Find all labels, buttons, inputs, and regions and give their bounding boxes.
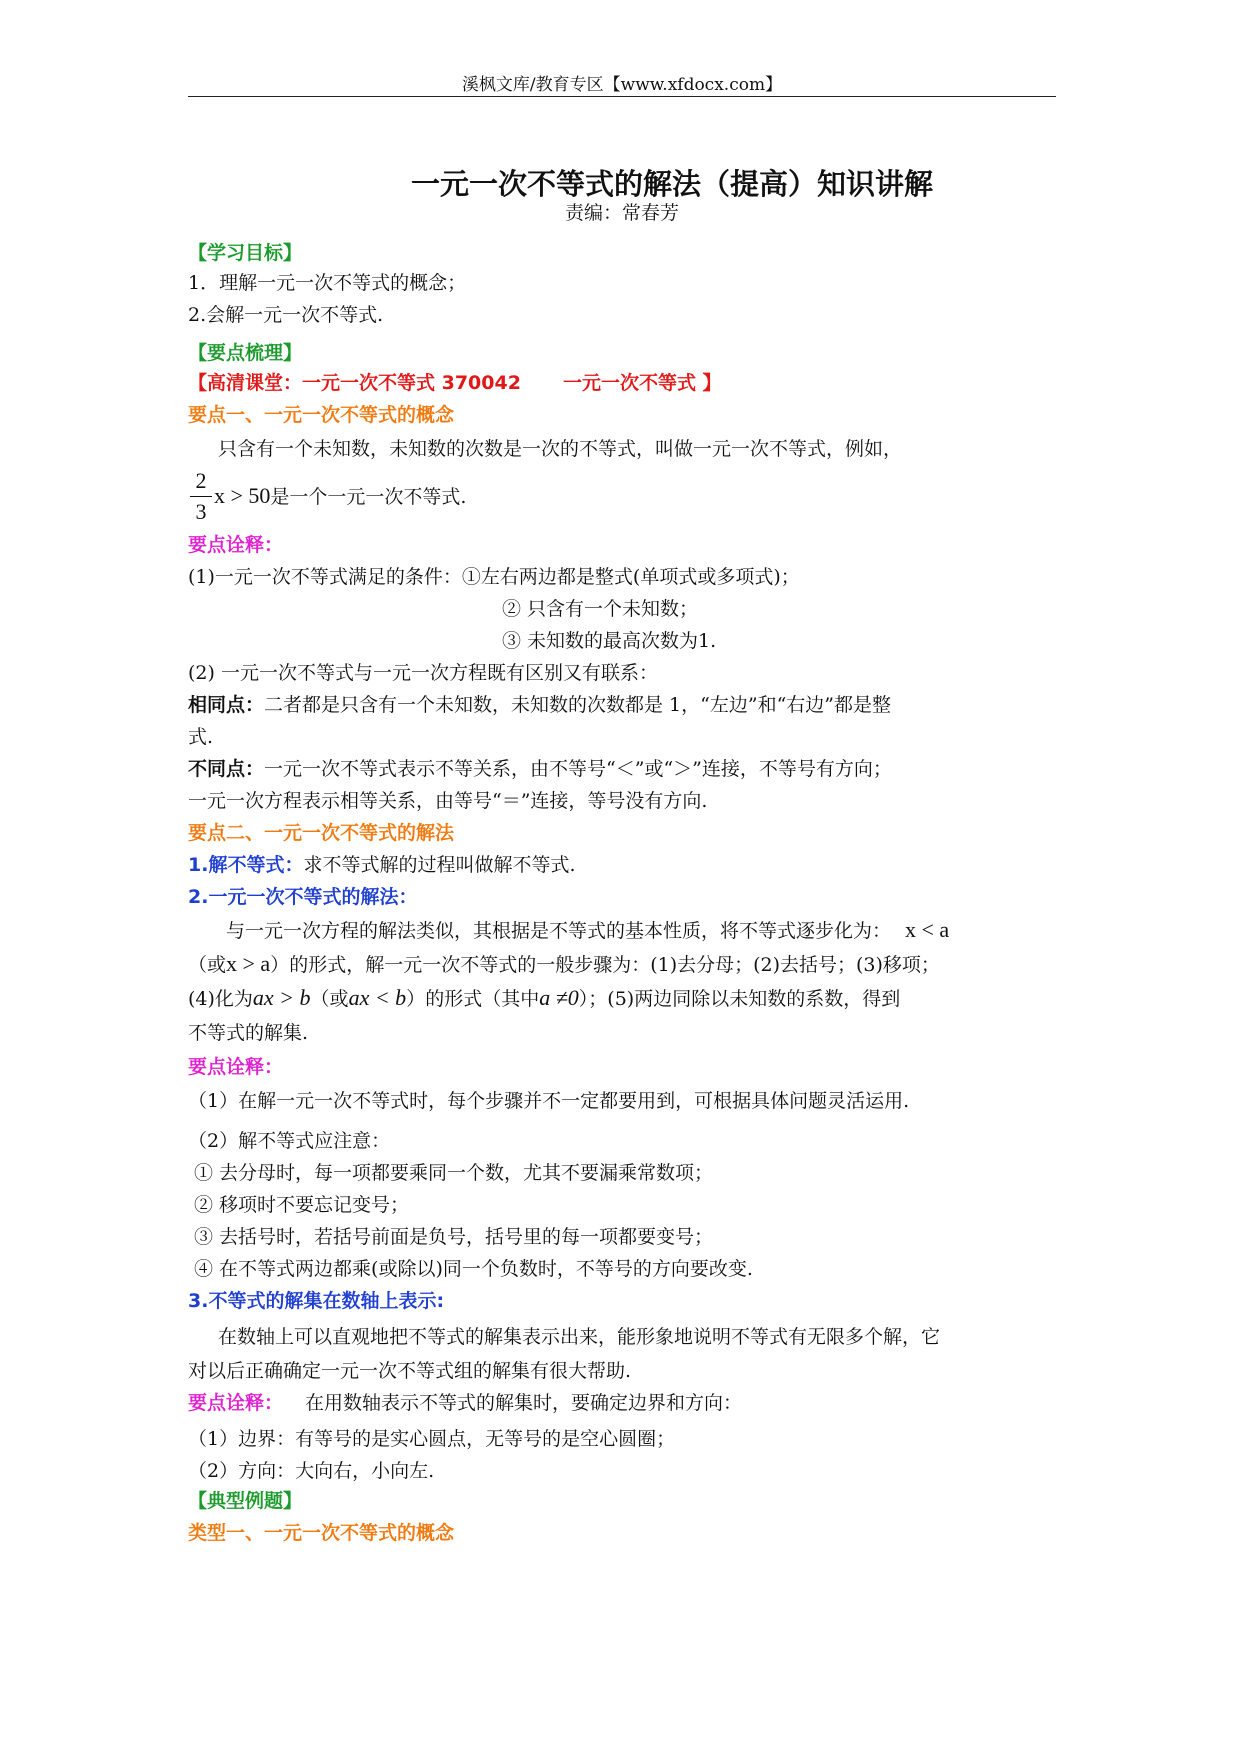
method-text-3a: (4)化为: [188, 988, 253, 1010]
same-point-text: 二者都是只含有一个未知数，未知数的次数都是 1，“左边”和“右边”都是整: [264, 694, 891, 716]
note2-item-1: （1）在解一元一次不等式时，每个步骤并不一定都要用到，可根据具体问题灵活运用.: [188, 1090, 910, 1112]
point1-example-tail: 是一个一元一次不等式.: [270, 486, 467, 508]
point1-definition: 只含有一个未知数，未知数的次数是一次的不等式，叫做一元一次不等式，例如，: [218, 438, 903, 460]
solve-definition: [188, 850, 576, 877]
fraction-bar: [190, 496, 212, 497]
math-a-not-zero: a ≠0: [539, 985, 579, 1010]
boundary-rule: （1）边界：有等号的是实心圆点，无等号的是空心圆圈；: [188, 1428, 676, 1450]
condition-3: ③ 未知数的最高次数为1.: [502, 630, 717, 652]
number-line-note: [188, 1388, 742, 1415]
math-x-greater-a: x > a: [226, 951, 271, 976]
math-ax-greater-b: ax > b: [252, 985, 311, 1010]
number-line-text-1: 在数轴上可以直观地把不等式的解集表示出来，能形象地说明不等式有无限多个解，它: [218, 1326, 941, 1348]
fraction-two-thirds: [190, 468, 212, 525]
section-key-points: 【要点梳理】: [188, 342, 303, 364]
point1-title: 要点一、一元一次不等式的概念: [188, 404, 455, 426]
note-label-1: 要点诠释：: [188, 534, 284, 556]
method-text-3c: ）的形式（其中: [406, 988, 540, 1010]
condition-1: (1)一元一次不等式满足的条件：①左右两边都是整式(单项式或多项式)；: [188, 566, 800, 588]
number-line-note-text: 在用数轴表示不等式的解集时，要确定边界和方向：: [305, 1392, 743, 1414]
fraction-numerator: 2: [195, 468, 207, 493]
solve-text: 求不等式解的过程叫做解不等式.: [303, 854, 576, 876]
diff-point-cont: 一元一次方程表示相等关系，由等号“＝”连接，等号没有方向.: [188, 790, 708, 812]
page-header: 溪枫文库/教育专区【www.xfdocx.com】: [461, 75, 783, 95]
math-inequality: x > 50: [214, 483, 271, 508]
relation-intro: (2) 一元一次不等式与一元一次方程既有区别又有联系：: [188, 662, 658, 684]
math-ax-less-b: ax < b: [348, 985, 407, 1010]
note2-item-2: （2）解不等式应注意：: [188, 1130, 391, 1152]
header-divider: [188, 96, 1056, 97]
method-line-3: [188, 984, 900, 1011]
fraction-denominator: 3: [195, 499, 207, 524]
type1-title: 类型一、一元一次不等式的概念: [188, 1522, 455, 1544]
method-line-1: [226, 916, 949, 943]
method-line-2: [188, 950, 940, 977]
section-examples: 【典型例题】: [188, 1490, 303, 1512]
number-line-label: 3.不等式的解集在数轴上表示:: [188, 1290, 445, 1312]
condition-2: ② 只含有一个未知数；: [502, 598, 699, 620]
same-point-cont: 式.: [188, 726, 214, 748]
goal-item-2: 2.会解一元一次不等式.: [188, 304, 384, 326]
hd-class-part-a: 【高清课堂：一元一次不等式 370042: [188, 372, 521, 394]
method-text-1: 与一元一次方程的解法类似，其根据是不等式的基本性质，将不等式逐步化为：: [226, 920, 892, 942]
method-text-2a: （或: [188, 954, 227, 976]
same-point-label: 相同点：: [188, 694, 265, 716]
math-x-less-a: x < a: [905, 917, 950, 942]
hd-class-note: [188, 368, 722, 395]
note-label-3: 要点诠释：: [188, 1392, 284, 1414]
method-label: 2.一元一次不等式的解法：: [188, 886, 418, 908]
note2-sub-b: ② 移项时不要忘记变号；: [194, 1194, 410, 1216]
note2-sub-d: ④ 在不等式两边都乘(或除以)同一个负数时，不等号的方向要改变.: [194, 1258, 753, 1280]
goal-item-1: 1．理解一元一次不等式的概念；: [188, 272, 467, 294]
note2-sub-c: ③ 去括号时，若括号前面是负号，括号里的每一项都要变号；: [194, 1226, 714, 1248]
section-learning-goals: 【学习目标】: [188, 242, 303, 264]
method-text-3d: ）；(5)两边同除以未知数的系数，得到: [578, 988, 901, 1010]
number-line-text-2: 对以后正确确定一元一次不等式组的解集有很大帮助.: [188, 1360, 632, 1382]
note-label-2: 要点诠释：: [188, 1056, 284, 1078]
document-title: 一元一次不等式的解法（提高）知识讲解: [410, 167, 933, 201]
method-text-3b: （或: [310, 988, 349, 1010]
solve-label: 1.解不等式：: [188, 854, 304, 876]
note2-sub-a: ① 去分母时，每一项都要乘同一个数，尤其不要漏乘常数项；: [194, 1162, 714, 1184]
same-point: [188, 690, 891, 717]
diff-point-text: 一元一次不等式表示不等关系，由不等号“＜”或“＞”连接，不等号有方向；: [264, 758, 892, 780]
method-text-2b: ）的形式，解一元一次不等式的一般步骤为：(1)去分母；(2)去括号；(3)移项；: [270, 954, 940, 976]
editor-line: 责编：常春芳: [564, 202, 679, 224]
point2-title: 要点二、一元一次不等式的解法: [188, 822, 455, 844]
direction-rule: （2）方向：大向右，小向左.: [188, 1460, 435, 1482]
point1-example: [214, 482, 466, 509]
method-line-4: 不等式的解集.: [188, 1022, 309, 1044]
diff-point: [188, 754, 892, 781]
hd-class-part-b: 一元一次不等式 】: [562, 372, 722, 394]
diff-point-label: 不同点：: [188, 758, 265, 780]
